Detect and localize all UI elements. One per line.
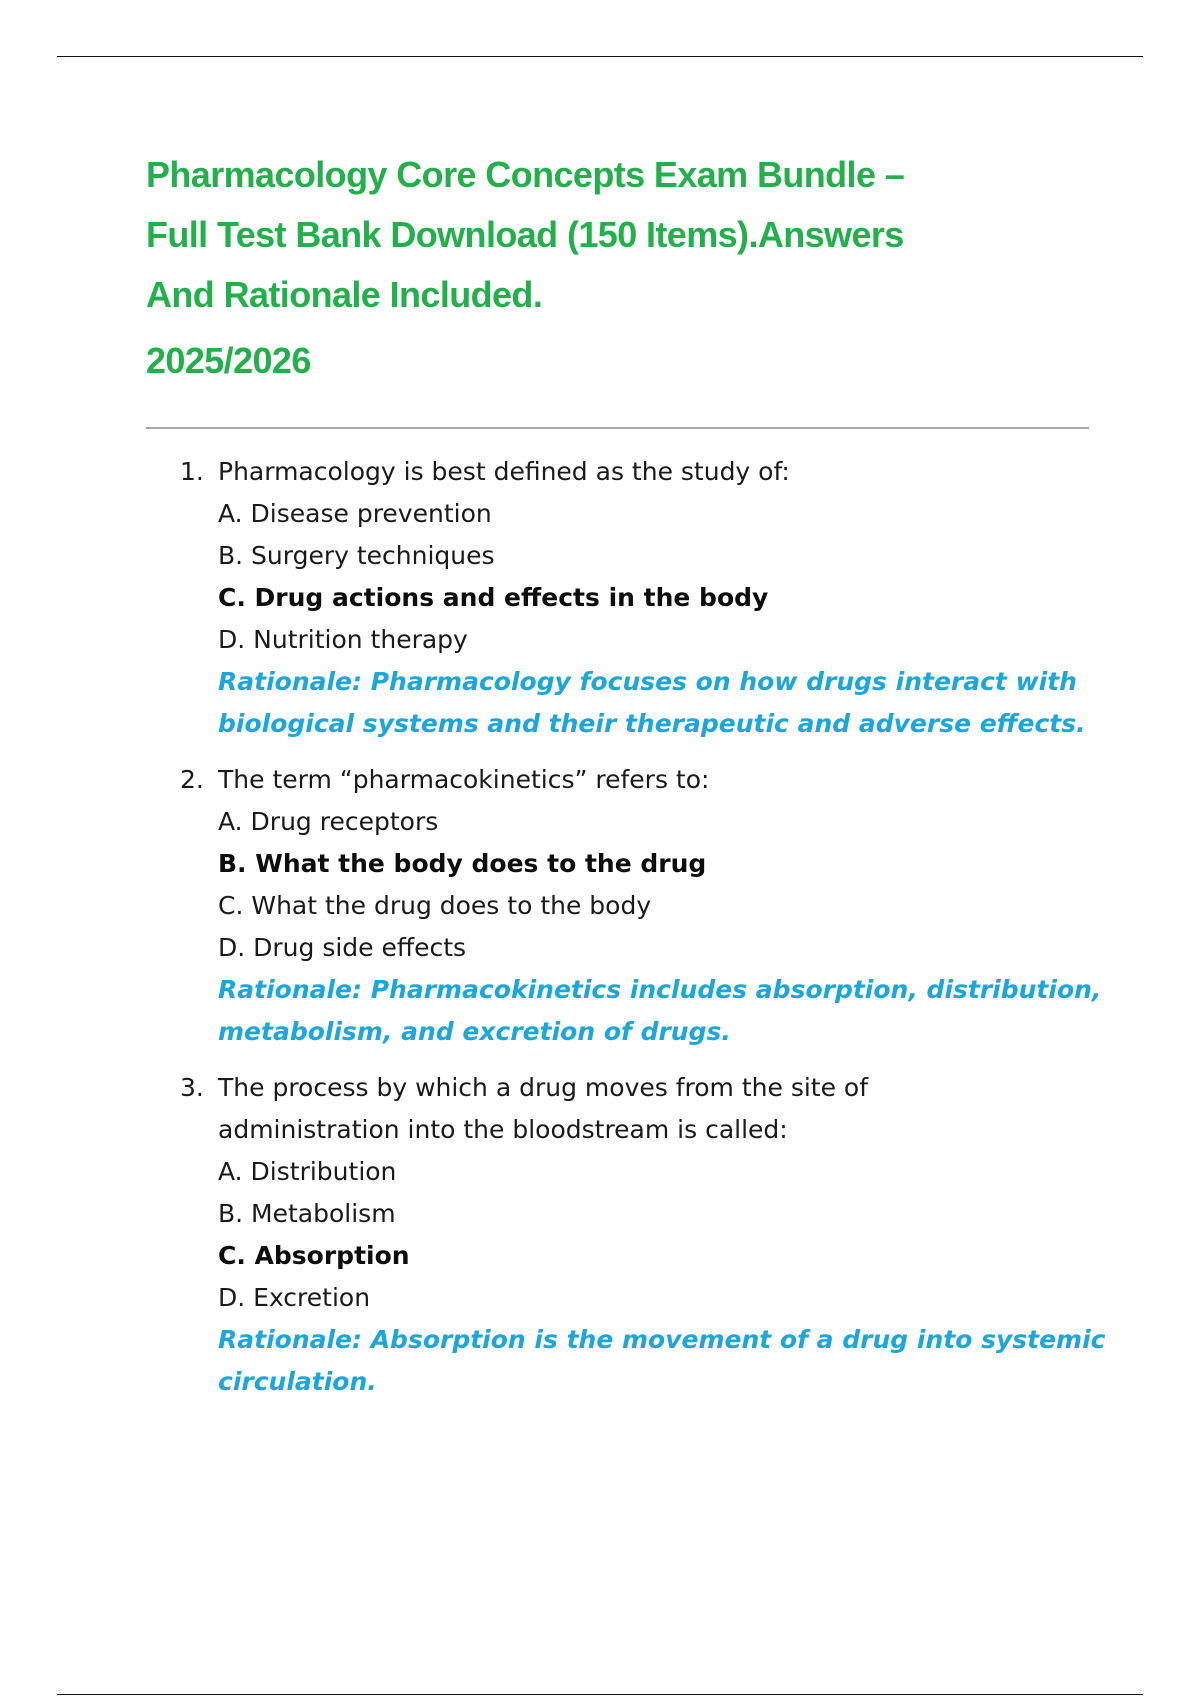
question-number: 2. <box>180 765 204 794</box>
answer-option: A. Distribution <box>218 1157 397 1186</box>
answer-option: A. Drug receptors <box>218 807 439 836</box>
question-stem <box>218 759 1098 801</box>
rationale <box>218 661 1098 745</box>
title-year: 2025/2026 <box>146 340 311 381</box>
rationale-line: Rationale: Absorption is the movement of a drug into systemic <box>218 1325 1106 1354</box>
question-item <box>0 1067 1200 1403</box>
rationale-line: metabolism, and excretion of drugs. <box>218 1017 731 1046</box>
question-item <box>0 759 1200 1053</box>
rationale <box>218 1319 1106 1403</box>
answer-option: D. Excretion <box>218 1283 371 1312</box>
rationale-line: biological systems and their therapeutic and adverse effects. <box>218 709 1086 738</box>
answer-option: B. Metabolism <box>218 1199 396 1228</box>
stem-line: The process by which a drug moves from the site of <box>218 1073 869 1102</box>
question-number: 3. <box>180 1073 204 1102</box>
stem-line: Pharmacology is best defined as the study of: <box>218 457 790 486</box>
rationale-line: circulation. <box>218 1367 377 1396</box>
rationale <box>218 969 1102 1053</box>
question-item <box>0 451 1200 745</box>
title-line: Pharmacology Core Concepts Exam Bundle – <box>146 154 905 195</box>
stem-line: administration into the bloodstream is called: <box>218 1115 788 1144</box>
answer-option: B. Surgery techniques <box>218 541 495 570</box>
answer-option: D. Nutrition therapy <box>218 625 468 654</box>
rationale-line: Rationale: Pharmacology focuses on how drugs interact with <box>218 667 1077 696</box>
answer-option: C. What the drug does to the body <box>218 891 652 920</box>
answer-option: D. Drug side effects <box>218 933 467 962</box>
question-list <box>0 451 1200 1417</box>
answer-option: A. Disease prevention <box>218 499 492 528</box>
document-title <box>146 145 1086 391</box>
title-line: Full Test Bank Download (150 Items).Answers <box>146 214 904 255</box>
page-header-rule <box>57 56 1143 57</box>
correct-answer-option: B. What the body does to the drug <box>218 849 707 878</box>
question-stem <box>218 451 1098 493</box>
page-footer-rule <box>57 1694 1143 1695</box>
question-number: 1. <box>180 457 204 486</box>
question-stem <box>218 1067 1098 1151</box>
correct-answer-option: C. Absorption <box>218 1241 410 1270</box>
question-body <box>218 759 1102 1053</box>
question-body <box>218 451 1098 745</box>
rationale-line: Rationale: Pharmacokinetics includes absorption, distribution, <box>218 975 1102 1004</box>
question-body <box>218 1067 1106 1403</box>
section-divider <box>146 427 1089 429</box>
stem-line: The term “pharmacokinetics” refers to: <box>218 765 710 794</box>
correct-answer-option: C. Drug actions and effects in the body <box>218 583 769 612</box>
title-line: And Rationale Included. <box>146 274 543 315</box>
